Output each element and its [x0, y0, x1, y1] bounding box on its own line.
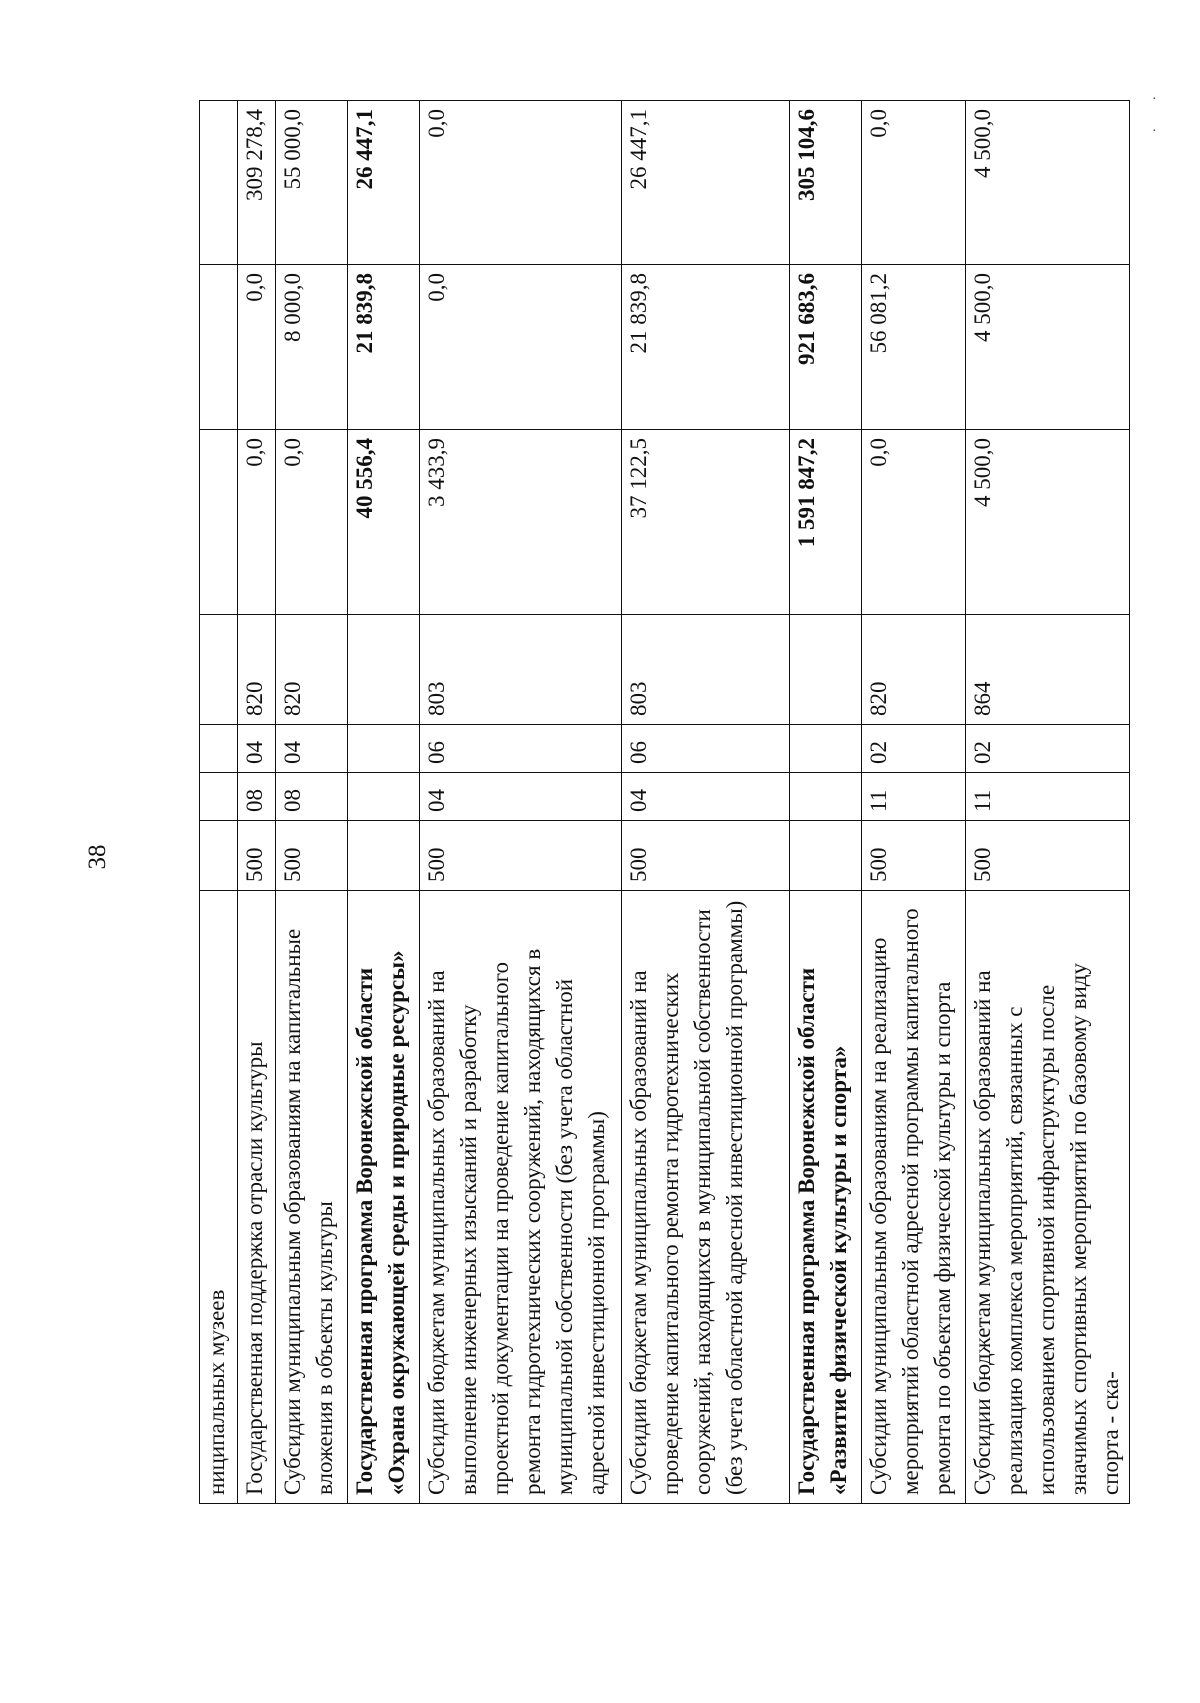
section-code: 08	[238, 773, 276, 821]
subsection-code	[348, 725, 420, 773]
subsection-code: 04	[276, 725, 348, 773]
adm-code: 500	[622, 821, 790, 891]
section-code	[200, 773, 238, 821]
section-code: 08	[276, 773, 348, 821]
subsection-code: 04	[238, 725, 276, 773]
amount-year-2: 4 500,0	[966, 265, 1130, 430]
program-total-year-3: 26 447,1	[348, 101, 420, 265]
subsection-code: 06	[622, 725, 790, 773]
table-row	[966, 101, 1130, 1504]
expense-type-code: 820	[862, 615, 966, 725]
amount-year-3: 4 500,0	[966, 101, 1130, 265]
program-row	[348, 101, 420, 1504]
program-total-year-1: 40 556,4	[348, 430, 420, 615]
table-row	[420, 101, 622, 1504]
amount-year-1	[200, 430, 238, 615]
program-name: Государственная программа Воронежской области «Развитие физической культуры и спорта»	[790, 891, 862, 1504]
amount-year-3: 26 447,1	[622, 101, 790, 265]
amount-year-1: 4 500,0	[966, 430, 1130, 615]
program-row	[790, 101, 862, 1504]
program-total-year-3: 305 104,6	[790, 101, 862, 265]
table-row-continuation	[200, 101, 238, 1504]
expense-type-code: 864	[966, 615, 1130, 725]
table-row	[276, 101, 348, 1504]
row-name: Субсидии бюджетам муниципальных образований на проведение капитального ремонта гидротехнических сооружений, находящихся в муниципальной собственности (без учета областной адресной инвестиционной программы)	[622, 891, 790, 1504]
table-row	[238, 101, 276, 1504]
expense-type-code	[790, 615, 862, 725]
amount-year-2: 0,0	[420, 265, 622, 430]
amount-year-2: 21 839,8	[622, 265, 790, 430]
amount-year-3: 0,0	[862, 101, 966, 265]
expense-type-code: 803	[420, 615, 622, 725]
subsection-code: 02	[862, 725, 966, 773]
section-code	[348, 773, 420, 821]
row-name: Государственная поддержка отрасли культуры	[238, 891, 276, 1504]
expense-type-code: 820	[238, 615, 276, 725]
adm-code: 500	[420, 821, 622, 891]
budget-table	[199, 100, 1130, 1504]
amount-year-2	[200, 265, 238, 430]
expense-type-code: 803	[622, 615, 790, 725]
program-total-year-2: 921 683,6	[790, 265, 862, 430]
amount-year-1: 37 122,5	[622, 430, 790, 615]
adm-code: 500	[966, 821, 1130, 891]
subsection-code: 06	[420, 725, 622, 773]
amount-year-3: 0,0	[420, 101, 622, 265]
adm-code	[348, 821, 420, 891]
adm-code: 500	[276, 821, 348, 891]
section-code: 04	[622, 773, 790, 821]
table-row	[862, 101, 966, 1504]
expense-type-code: 820	[276, 615, 348, 725]
page-number: 38	[84, 844, 111, 870]
amount-year-2: 56 081,2	[862, 265, 966, 430]
adm-code	[790, 821, 862, 891]
subsection-code: 02	[966, 725, 1130, 773]
section-code: 11	[966, 773, 1130, 821]
amount-year-2: 8 000,0	[276, 265, 348, 430]
amount-year-3: 309 278,4	[238, 101, 276, 265]
amount-year-1: 0,0	[238, 430, 276, 615]
amount-year-1: 0,0	[276, 430, 348, 615]
table-row	[622, 101, 790, 1504]
section-code: 11	[862, 773, 966, 821]
amount-year-3: 55 000,0	[276, 101, 348, 265]
row-name: Субсидии бюджетам муниципальных образований на выполнение инженерных изысканий и разработку проектной документации на проведение капитального ремонта гидротехнических сооружений, находящихся в муниципальной собственности (без учета областной адресной инвестиционной программы)	[420, 891, 622, 1504]
amount-year-2: 0,0	[238, 265, 276, 430]
adm-code: 500	[862, 821, 966, 891]
scan-marks: · ·	[1152, 92, 1157, 139]
amount-year-1: 3 433,9	[420, 430, 622, 615]
section-code	[790, 773, 862, 821]
adm-code	[200, 821, 238, 891]
row-name: ниципальных музеев	[200, 891, 238, 1504]
adm-code: 500	[238, 821, 276, 891]
expense-type-code	[200, 615, 238, 725]
subsection-code	[200, 725, 238, 773]
amount-year-3	[200, 101, 238, 265]
expense-type-code	[348, 615, 420, 725]
rotated-table-wrapper	[199, 101, 1123, 1504]
program-total-year-1: 1 591 847,2	[790, 430, 862, 615]
row-name: Субсидии муниципальным образованиям на реализацию мероприятий областной адресной программы капитального ремонта по объектам физической культуры и спорта	[862, 891, 966, 1504]
program-total-year-2: 21 839,8	[348, 265, 420, 430]
program-name: Государственная программа Воронежской области «Охрана окружающей среды и природные ресурсы»	[348, 891, 420, 1504]
row-name: Субсидии муниципальным образованиям на капитальные вложения в объекты культуры	[276, 891, 348, 1504]
amount-year-1: 0,0	[862, 430, 966, 615]
subsection-code	[790, 725, 862, 773]
section-code: 04	[420, 773, 622, 821]
row-name: Субсидии бюджетам муниципальных образований на реализацию комплекса мероприятий, связанных с использованием спортивной инфраструктуры после значимых спортивных мероприятий по базовому виду спорта - ска-	[966, 891, 1130, 1504]
